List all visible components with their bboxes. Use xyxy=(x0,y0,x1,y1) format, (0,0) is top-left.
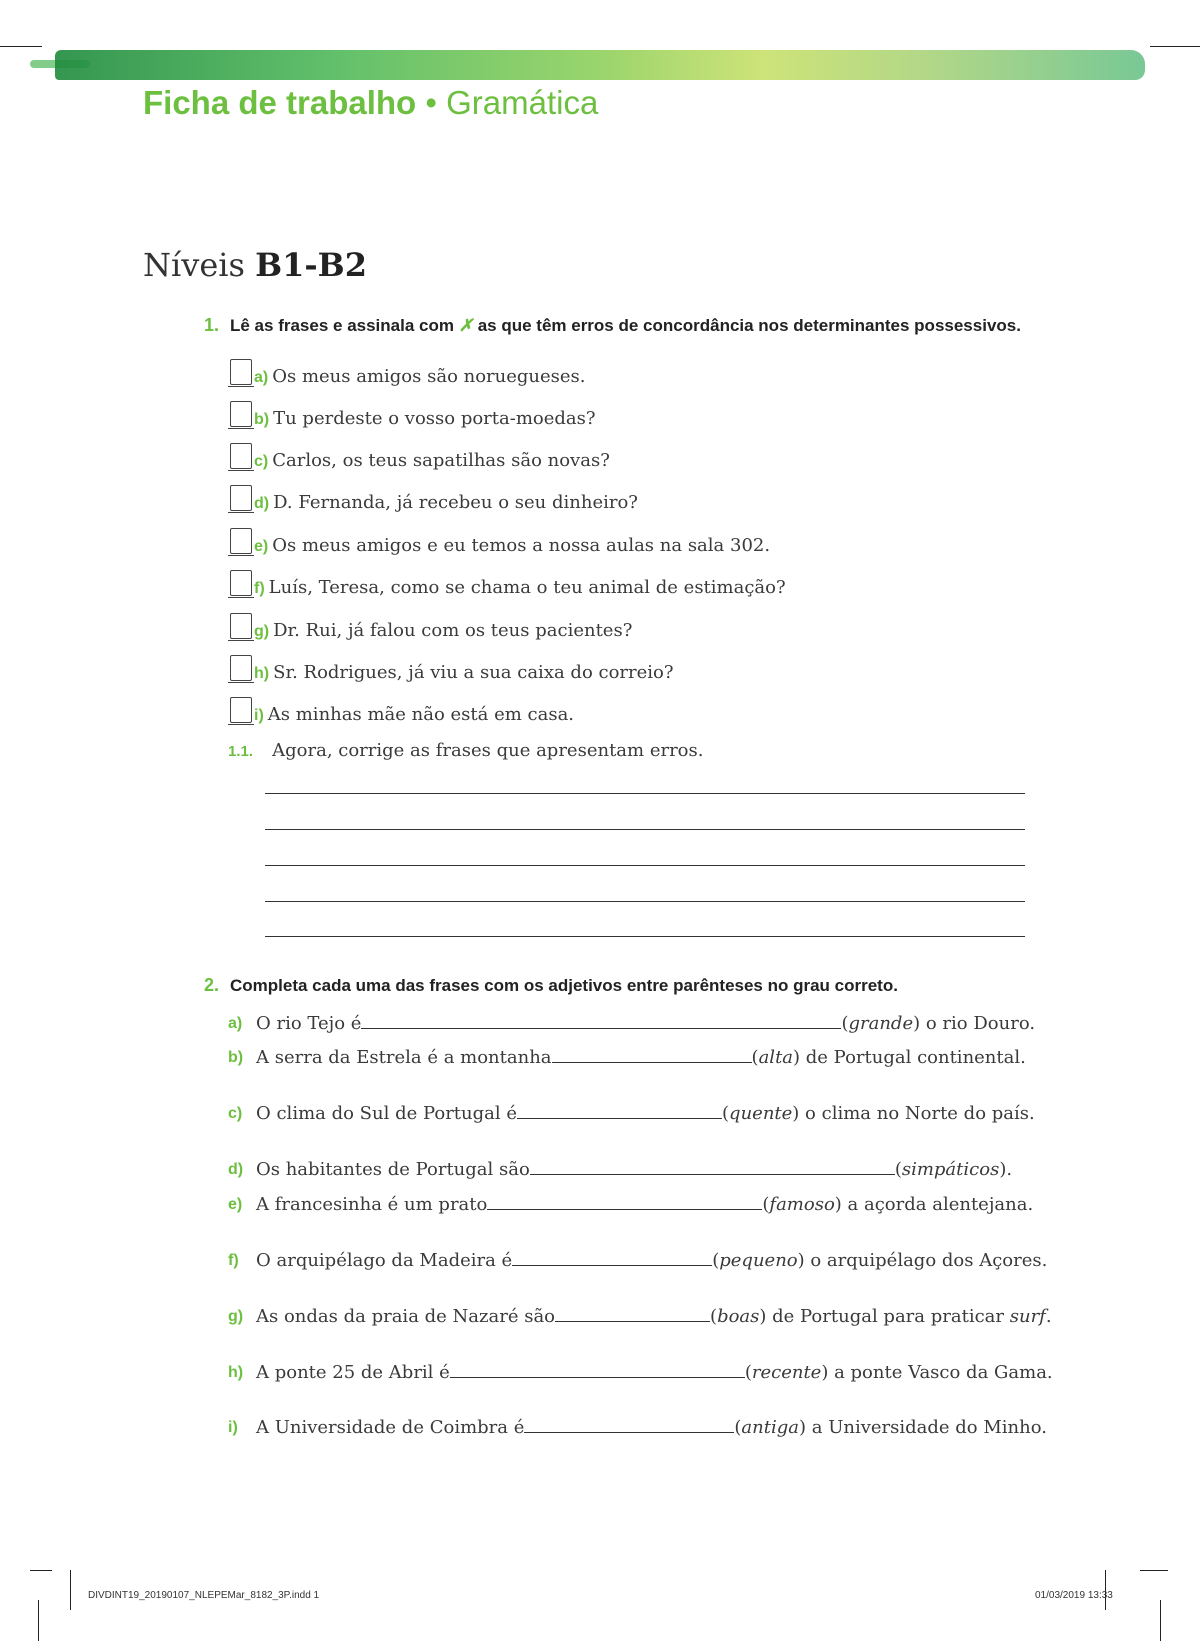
checkbox[interactable] xyxy=(228,570,254,598)
answer-line[interactable] xyxy=(265,936,1025,937)
item-letter: g) xyxy=(228,1308,244,1325)
item-after: a açorda alentejana. xyxy=(841,1194,1034,1215)
checkbox[interactable] xyxy=(228,443,254,471)
item-before: O rio Tejo é xyxy=(256,1013,362,1034)
fill-blank[interactable] xyxy=(555,1305,710,1322)
q2-item: f) O arquipélago da Madeira é (pequeno) o arquipélago dos Açores. xyxy=(228,1250,1048,1271)
q1-instruction-pre: Lê as frases e assinala com xyxy=(230,316,454,335)
q1-item xyxy=(228,481,638,513)
item-letter: h) xyxy=(254,665,270,682)
q2-item: i) A Universidade de Coimbra é (antiga) a Universidade do Minho. xyxy=(228,1417,1047,1438)
item-after: . xyxy=(1006,1159,1013,1180)
item-text: D. Fernanda, já recebeu o seu dinheiro? xyxy=(273,492,638,513)
crop-mark xyxy=(0,46,42,47)
item-before: O arquipélago da Madeira é xyxy=(256,1250,513,1271)
item-after: de Portugal para praticar xyxy=(766,1306,1010,1327)
item-after: o arquipélago dos Açores. xyxy=(804,1250,1048,1271)
item-letter: i) xyxy=(228,1419,238,1436)
title-light: Gramática xyxy=(446,84,599,121)
item-text: Luís, Teresa, como se chama o teu animal de estimação? xyxy=(268,577,786,598)
q2-item: d) Os habitantes de Portugal são (simpáticos). xyxy=(228,1159,1013,1180)
item-after-end: . xyxy=(1045,1306,1052,1327)
fill-blank[interactable] xyxy=(487,1193,762,1210)
item-letter: g) xyxy=(254,623,270,640)
q1-number: 1. xyxy=(204,315,220,335)
fill-blank[interactable] xyxy=(524,1416,734,1433)
crop-mark xyxy=(38,1600,39,1641)
checkbox[interactable] xyxy=(228,359,254,387)
crop-mark xyxy=(1150,46,1200,47)
item-text: Os meus amigos são noruegueses. xyxy=(272,366,586,387)
answer-line[interactable] xyxy=(265,829,1025,830)
footer-date: 01/03/2019 13:33 xyxy=(1035,1590,1113,1601)
crop-mark xyxy=(1140,1570,1168,1571)
q1-item xyxy=(228,566,786,598)
item-letter: b) xyxy=(228,1049,244,1066)
item-text: Carlos, os teus sapatilhas são novas? xyxy=(272,450,610,471)
item-adjective: simpáticos xyxy=(901,1159,1000,1180)
q1-item xyxy=(228,609,632,641)
q1-1-prompt xyxy=(228,740,703,761)
q2-number: 2. xyxy=(204,975,220,995)
q1-item xyxy=(228,524,770,556)
item-letter: e) xyxy=(228,1196,243,1213)
item-letter: i) xyxy=(254,707,264,724)
levels-prefix: Níveis xyxy=(143,246,245,284)
answer-line[interactable] xyxy=(265,865,1025,866)
fill-blank[interactable] xyxy=(512,1249,712,1266)
answer-line[interactable] xyxy=(265,901,1025,902)
levels-heading xyxy=(143,246,367,284)
item-before: A francesinha é um prato xyxy=(256,1194,488,1215)
item-before: O clima do Sul de Portugal é xyxy=(256,1103,518,1124)
checkbox[interactable] xyxy=(228,401,254,429)
item-letter: a) xyxy=(228,1015,243,1032)
item-adjective: boas xyxy=(717,1306,760,1327)
item-letter: d) xyxy=(254,495,270,512)
checkbox[interactable] xyxy=(228,697,254,725)
fill-blank[interactable] xyxy=(530,1158,895,1175)
q2-item: c) O clima do Sul de Portugal é (quente) o clima no Norte do país. xyxy=(228,1103,1035,1124)
item-letter: h) xyxy=(228,1364,244,1381)
q2-item: h) A ponte 25 de Abril é (recente) a ponte Vasco da Gama. xyxy=(228,1362,1053,1383)
item-after: a Universidade do Minho. xyxy=(806,1417,1047,1438)
q2-item: a) O rio Tejo é (grande) o rio Douro. xyxy=(228,1013,1036,1034)
footer-file: DIVDINT19_20190107_NLEPEMar_8182_3P.indd 1 xyxy=(88,1590,320,1601)
q1-instruction xyxy=(230,316,1021,336)
item-adjective: quente xyxy=(729,1103,793,1124)
x-mark-icon: ✗ xyxy=(458,316,473,335)
item-after: o rio Douro. xyxy=(920,1013,1036,1034)
fill-blank[interactable] xyxy=(361,1012,841,1029)
checkbox[interactable] xyxy=(228,613,254,641)
item-letter: b) xyxy=(254,411,270,428)
q1-item xyxy=(228,355,586,387)
item-adjective: grande xyxy=(848,1013,914,1034)
item-before: As ondas da praia de Nazaré são xyxy=(256,1306,556,1327)
item-adjective: famoso xyxy=(769,1194,835,1215)
item-letter: e) xyxy=(254,538,269,555)
q1-item xyxy=(228,693,574,725)
title-bold: Ficha de trabalho xyxy=(143,84,417,121)
title-separator: • xyxy=(425,84,437,121)
checkbox[interactable] xyxy=(228,528,254,556)
q1-1-text: Agora, corrige as frases que apresentam erros. xyxy=(272,740,704,761)
item-letter: f) xyxy=(254,580,265,597)
item-adjective: alta xyxy=(758,1047,794,1068)
checkbox[interactable] xyxy=(228,485,254,513)
crop-mark xyxy=(1160,1600,1161,1641)
checkbox[interactable] xyxy=(228,655,254,683)
fill-blank[interactable] xyxy=(552,1046,752,1063)
q1-1-number: 1.1. xyxy=(228,743,254,760)
item-text: Tu perdeste o vosso porta-moedas? xyxy=(273,408,596,429)
item-before: A serra da Estrela é a montanha xyxy=(256,1047,552,1068)
item-letter: f) xyxy=(228,1252,239,1269)
header-banner xyxy=(55,50,1145,80)
levels-bold: B1-B2 xyxy=(255,246,367,284)
q2-item: g) As ondas da praia de Nazaré são (boas) de Portugal para praticar surf. xyxy=(228,1306,1052,1327)
fill-blank[interactable] xyxy=(450,1361,745,1378)
item-adjective: recente xyxy=(751,1362,822,1383)
item-letter: a) xyxy=(254,369,269,386)
item-letter: c) xyxy=(254,453,269,470)
item-before: A Universidade de Coimbra é xyxy=(256,1417,525,1438)
answer-line[interactable] xyxy=(265,793,1025,794)
item-before: A ponte 25 de Abril é xyxy=(256,1362,450,1383)
q1-item xyxy=(228,397,596,429)
item-after-italic: surf xyxy=(1009,1306,1046,1327)
item-before: Os habitantes de Portugal são xyxy=(256,1159,530,1180)
item-after: o clima no Norte do país. xyxy=(799,1103,1035,1124)
q1-instruction-post: as que têm erros de concordância nos determinantes possessivos. xyxy=(477,316,1021,335)
item-letter: c) xyxy=(228,1105,243,1122)
item-text: Sr. Rodrigues, já viu a sua caixa do correio? xyxy=(273,662,674,683)
item-text: As minhas mãe não está em casa. xyxy=(267,704,575,725)
q2-item: e) A francesinha é um prato (famoso) a açorda alentejana. xyxy=(228,1194,1034,1215)
item-text: Os meus amigos e eu temos a nossa aulas na sala 302. xyxy=(272,535,771,556)
item-letter: d) xyxy=(228,1161,244,1178)
page-title xyxy=(143,84,598,122)
item-text: Dr. Rui, já falou com os teus pacientes? xyxy=(273,620,633,641)
item-after: a ponte Vasco da Gama. xyxy=(828,1362,1053,1383)
item-adjective: antiga xyxy=(741,1417,799,1438)
q2-instruction: Completa cada uma das frases com os adjetivos entre parênteses no grau correto. xyxy=(230,976,898,995)
crop-mark xyxy=(70,1570,71,1610)
q1-item xyxy=(228,439,610,471)
item-after: de Portugal continental. xyxy=(800,1047,1026,1068)
crop-mark xyxy=(30,1570,52,1571)
q1-item xyxy=(228,651,674,683)
fill-blank[interactable] xyxy=(517,1102,722,1119)
q2-item: b) A serra da Estrela é a montanha (alta) de Portugal continental. xyxy=(228,1047,1026,1068)
item-adjective: pequeno xyxy=(719,1250,798,1271)
